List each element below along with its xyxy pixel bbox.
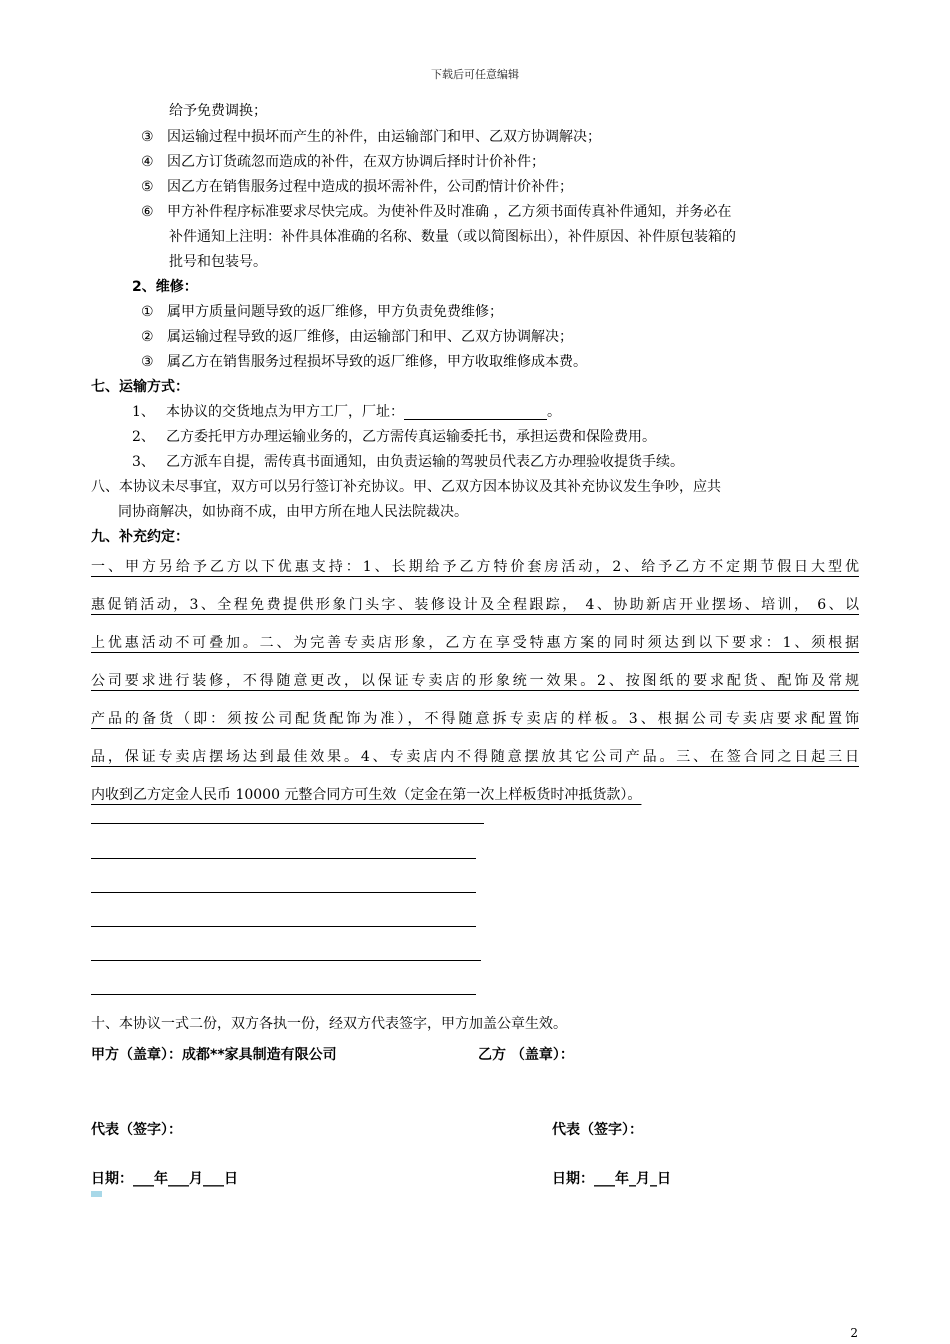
supplement-line: 产品的备货（即：须按公司配货配饰为准），不得随意拆专卖店的样板。3、根据公司专卖店要求配置饰 <box>91 711 859 727</box>
list-item: ① 属甲方质量问题导致的返厂维修，甲方负责免费维修； <box>141 304 503 320</box>
blank-line <box>91 823 484 824</box>
blank-line <box>91 858 476 859</box>
repair-heading: 2、维修： <box>132 279 198 295</box>
list-item-continuation: 批号和包装号。 <box>169 254 267 270</box>
section-10: 十、本协议一式二份，双方各执一份，经双方代表签字，甲方加盖公章生效。 <box>91 1016 567 1032</box>
party-b-seal: 乙方 （盖章）： <box>478 1047 574 1063</box>
list-item: 3、 乙方派车自提，需传真书面通知，由负责运输的驾驶员代表乙方办理验收提货手续。 <box>132 454 684 470</box>
party-b-date: 日期：___年_月_日 <box>552 1171 671 1187</box>
page-number: 2 <box>850 1326 858 1340</box>
page-header: 下载后可任意编辑 <box>431 68 519 81</box>
list-item: ③ 因运输过程中损坏而产生的补件，由运输部门和甲、乙双方协调解决； <box>141 129 601 145</box>
list-item: 给予免费调换； <box>169 103 267 119</box>
list-item: ⑥ 甲方补件程序标准要求尽快完成。为使补件及时准确 ，乙方须书面传真补件通知，并务必在 <box>141 204 732 220</box>
list-item: ⑤ 因乙方在销售服务过程中造成的损坏需补件，公司酌情计价补件； <box>141 179 573 195</box>
list-item: ② 属运输过程导致的返厂维修，由运输部门和甲、乙双方协调解决； <box>141 329 573 345</box>
transport-heading: 七、运输方式： <box>91 379 189 395</box>
list-item: 2、 乙方委托甲方办理运输业务的，乙方需传真运输委托书，承担运费和保险费用。 <box>132 429 656 445</box>
address-blank <box>404 405 547 420</box>
supplement-line: 内收到乙方定金人民币 10000 元整合同方可生效（定金在第一次上样板货时冲抵货款）。 <box>91 787 642 803</box>
party-b-representative: 代表（签字）： <box>552 1122 643 1138</box>
blank-line <box>91 892 476 893</box>
supplement-line: 公司要求进行装修，不得随意更改，以保证专卖店的形象统一效果。2、按图纸的要求配货、配饰及常规 <box>91 673 859 689</box>
list-item: 1、 本协议的交货地点为甲方工厂，厂址： 。 <box>132 404 561 420</box>
blank-line <box>91 994 476 995</box>
supplement-body <box>91 548 859 814</box>
list-item-continuation: 补件通知上注明：补件具体准确的名称、数量（或以简图标出），补件原因、补件原包装箱的 <box>169 229 736 245</box>
blank-line <box>91 926 476 927</box>
supplement-line: 一、甲方另给予乙方以下优惠支持：1、长期给予乙方特价套房活动，2、给予乙方不定期节假日大型优 <box>91 559 859 575</box>
supplement-line: 上优惠活动不可叠加。二、为完善专卖店形象，乙方在享受特惠方案的同时须达到以下要求：1、须根据 <box>91 635 859 651</box>
supplement-heading: 九、补充约定： <box>91 529 189 545</box>
section-8-line: 同协商解决，如协商不成，由甲方所在地人民法院裁决。 <box>118 504 468 520</box>
supplement-line: 品，保证专卖店摆场达到最佳效果。4、专卖店内不得随意摆放其它公司产品。三、在签合同之日起三日 <box>91 749 859 765</box>
supplement-line: 惠促销活动，3、全程免费提供形象门头字、装修设计及全程跟踪， 4、协助新店开业摆场、培训， 6、以 <box>91 597 859 613</box>
party-a-representative: 代表（签字）： <box>91 1122 182 1138</box>
party-a-seal: 甲方（盖章）：成都**家具制造有限公司 <box>91 1047 337 1063</box>
section-8-line: 八、本协议未尽事宜，双方可以另行签订补充协议。甲、乙双方因本协议及其补充协议发生争吵，应共 <box>91 479 721 495</box>
text-cursor-marker <box>91 1191 102 1197</box>
blank-line <box>91 960 481 961</box>
list-item: ③ 属乙方在销售服务过程损坏导致的返厂维修，甲方收取维修成本费。 <box>141 354 587 370</box>
party-a-date: 日期：___年___月___日 <box>91 1171 238 1187</box>
list-item: ④ 因乙方订货疏忽而造成的补件，在双方协调后择时计价补件； <box>141 154 545 170</box>
